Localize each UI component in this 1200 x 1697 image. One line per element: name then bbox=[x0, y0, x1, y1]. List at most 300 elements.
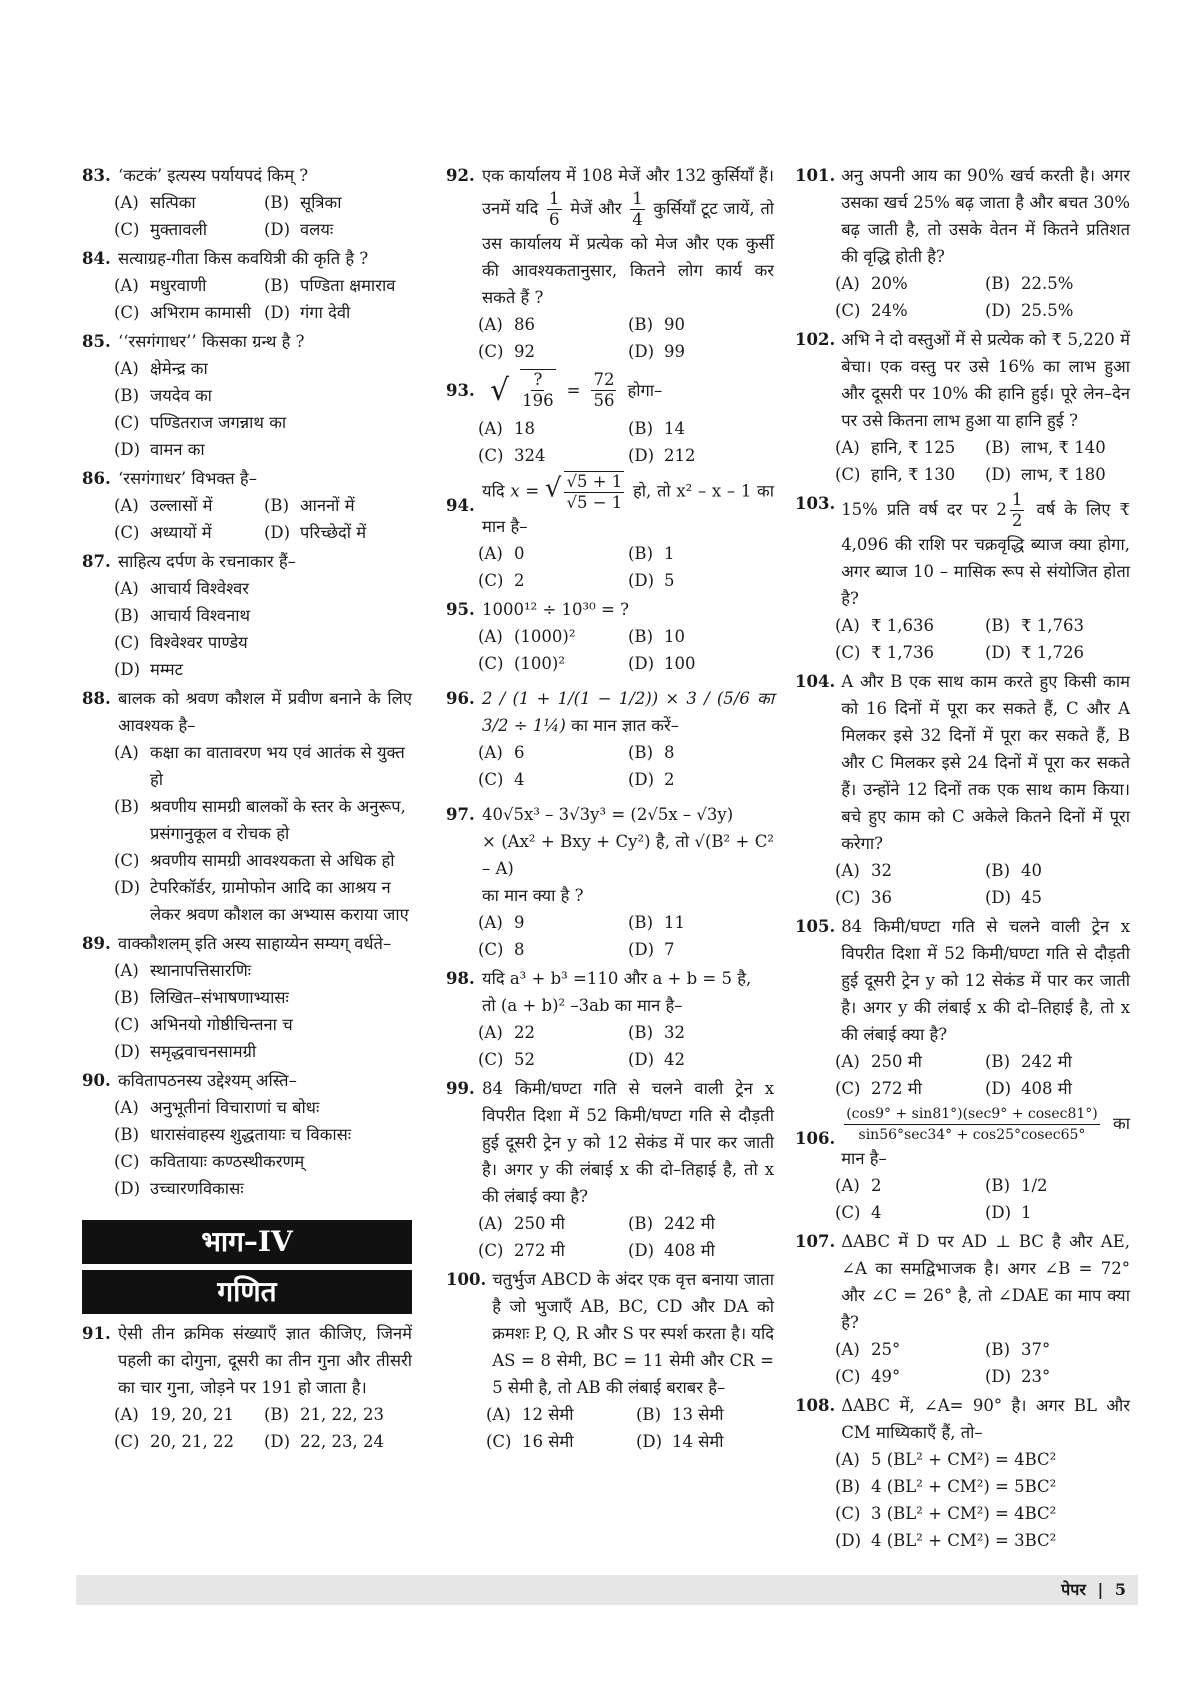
option-d[interactable] bbox=[985, 884, 1130, 911]
option-b[interactable] bbox=[628, 739, 774, 766]
option-b[interactable] bbox=[628, 909, 774, 936]
option-a[interactable] bbox=[835, 1446, 1130, 1473]
option-text: पण्डिता क्षमाराव bbox=[300, 276, 396, 295]
option-label: (C) bbox=[478, 342, 504, 361]
math-expression: × (Ax² + Bxy + Cy²) है, तो √(B² + C² – A) bbox=[482, 832, 774, 878]
option-text: कवितायाः कण्ठस्थीकरणम् bbox=[150, 1152, 305, 1171]
option-text: 408 मी bbox=[664, 1241, 715, 1260]
option-text: 250 मी bbox=[514, 1214, 565, 1233]
option-text: आननों में bbox=[300, 496, 355, 515]
option-d[interactable] bbox=[628, 936, 774, 963]
option-c[interactable] bbox=[114, 1148, 412, 1175]
option-text: ₹ 1,736 bbox=[871, 643, 934, 662]
options-101 bbox=[835, 270, 1130, 324]
option-a[interactable] bbox=[478, 1210, 628, 1237]
section-part-heading: भाग–IV bbox=[82, 1220, 412, 1264]
option-label: (C) bbox=[835, 465, 861, 484]
option-c[interactable] bbox=[835, 1075, 985, 1102]
option-b[interactable] bbox=[628, 1019, 774, 1046]
sqrt-icon: √ bbox=[490, 372, 510, 408]
option-text: धारासंवाहस्य शुद्धतायाः च विकासः bbox=[150, 1125, 352, 1144]
option-b[interactable] bbox=[985, 270, 1130, 297]
option-label: (B) bbox=[636, 1405, 661, 1424]
option-d[interactable] bbox=[985, 1199, 1130, 1226]
option-label: (A) bbox=[114, 961, 139, 980]
option-text: उच्चारणविकासः bbox=[150, 1179, 244, 1198]
option-a[interactable] bbox=[478, 540, 628, 567]
option-label: (D) bbox=[985, 1367, 1012, 1386]
option-label: (D) bbox=[985, 465, 1012, 484]
option-label: (A) bbox=[835, 1340, 860, 1359]
option-c[interactable] bbox=[835, 1199, 985, 1226]
option-a[interactable] bbox=[114, 575, 412, 602]
option-label: (A) bbox=[114, 579, 139, 598]
option-d[interactable] bbox=[628, 338, 774, 365]
option-label: (B) bbox=[628, 913, 653, 932]
option-c[interactable] bbox=[478, 1046, 628, 1073]
option-c[interactable] bbox=[114, 299, 264, 326]
option-c[interactable] bbox=[835, 461, 985, 488]
option-d[interactable] bbox=[636, 1428, 774, 1455]
option-label: (A) bbox=[478, 1214, 503, 1233]
footer-text bbox=[1061, 1575, 1126, 1605]
option-text: 5 bbox=[664, 571, 675, 590]
question-text: ‘कटकं’ इत्यस्य पर्यायपदं किम् ? bbox=[118, 166, 309, 185]
option-text: 52 bbox=[514, 1050, 535, 1069]
option-a[interactable] bbox=[835, 1336, 985, 1363]
option-a[interactable] bbox=[835, 1048, 985, 1075]
option-b[interactable] bbox=[114, 1121, 412, 1148]
question-101 bbox=[795, 162, 1130, 270]
option-label: (D) bbox=[835, 1531, 862, 1550]
option-b[interactable] bbox=[985, 857, 1130, 884]
options-88 bbox=[114, 739, 412, 928]
question-91 bbox=[82, 1320, 412, 1401]
question-text-part: मेजें और bbox=[570, 199, 622, 218]
option-a[interactable] bbox=[114, 739, 412, 793]
options-94 bbox=[478, 540, 774, 594]
option-b[interactable] bbox=[835, 1473, 1130, 1500]
option-b[interactable] bbox=[628, 311, 774, 338]
option-label: (B) bbox=[114, 386, 139, 405]
option-c[interactable] bbox=[835, 639, 985, 666]
question-text-part: यदि bbox=[482, 481, 505, 501]
option-label: (A) bbox=[835, 1176, 860, 1195]
options-107 bbox=[835, 1336, 1130, 1390]
option-c[interactable] bbox=[835, 297, 985, 324]
option-text: 22.5% bbox=[1021, 274, 1074, 293]
question-text-part: यदि a³ + b³ =110 और a + b = 5 है, bbox=[482, 969, 752, 988]
options-106 bbox=[835, 1172, 1130, 1226]
option-a[interactable] bbox=[835, 1172, 985, 1199]
fraction bbox=[564, 471, 624, 513]
option-c[interactable] bbox=[835, 884, 985, 911]
option-text: (100)² bbox=[514, 654, 565, 673]
question-99 bbox=[446, 1075, 774, 1210]
option-label: (D) bbox=[114, 440, 141, 459]
option-label: (B) bbox=[628, 1023, 653, 1042]
option-text: 22 bbox=[514, 1023, 535, 1042]
option-text: टेपरिकॉर्डर, ग्रामोफोन आदि का आश्रय न लेकर श्रवण कौशल का अभ्यास कराया जाए bbox=[150, 878, 409, 924]
options-86 bbox=[114, 492, 412, 546]
option-text: 2 bbox=[514, 571, 525, 590]
option-text: 32 bbox=[664, 1023, 685, 1042]
question-number: 99. bbox=[446, 1079, 475, 1098]
option-a[interactable] bbox=[114, 1094, 412, 1121]
option-a[interactable] bbox=[114, 492, 264, 519]
option-d[interactable] bbox=[628, 650, 774, 677]
option-d[interactable] bbox=[264, 299, 412, 326]
option-text: लाभ, ₹ 140 bbox=[1021, 438, 1106, 457]
variable: x = bbox=[510, 481, 540, 501]
option-label: (B) bbox=[264, 193, 289, 212]
option-text: श्रवणीय सामग्री बालकों के स्तर के अनुरूप, प्रसंगानुकूल व रोचक हो bbox=[150, 797, 406, 843]
option-d[interactable] bbox=[835, 1527, 1130, 1554]
option-c[interactable] bbox=[478, 650, 628, 677]
option-label: (D) bbox=[985, 301, 1012, 320]
option-label: (D) bbox=[985, 1079, 1012, 1098]
option-d[interactable] bbox=[985, 1363, 1130, 1390]
option-label: (D) bbox=[628, 1241, 655, 1260]
option-text: वलयः bbox=[300, 220, 334, 239]
option-text: 18 bbox=[514, 419, 535, 438]
option-text: ₹ 1,636 bbox=[871, 616, 934, 635]
option-text: मम्मट bbox=[150, 660, 183, 679]
fraction bbox=[1010, 490, 1025, 531]
option-c[interactable] bbox=[478, 338, 628, 365]
option-d[interactable] bbox=[628, 567, 774, 594]
option-d[interactable] bbox=[114, 874, 412, 928]
question-92 bbox=[446, 162, 774, 311]
options-99 bbox=[478, 1210, 774, 1264]
question-text: कवितापठनस्य उद्देश्यम् अस्ति– bbox=[118, 1071, 297, 1090]
option-text: 8 bbox=[514, 940, 525, 959]
option-label: (A) bbox=[478, 419, 503, 438]
option-a[interactable] bbox=[478, 739, 628, 766]
option-d[interactable] bbox=[264, 216, 412, 243]
question-number: 86. bbox=[82, 469, 111, 488]
question-84 bbox=[82, 245, 412, 272]
option-label: (C) bbox=[478, 571, 504, 590]
option-c[interactable] bbox=[114, 519, 264, 546]
option-label: (C) bbox=[835, 1367, 861, 1386]
options-89 bbox=[114, 957, 412, 1065]
option-label: (A) bbox=[835, 616, 860, 635]
option-a[interactable] bbox=[114, 957, 412, 984]
option-d[interactable] bbox=[628, 442, 774, 469]
options-96 bbox=[478, 739, 774, 793]
option-text: 23° bbox=[1021, 1367, 1051, 1386]
option-a[interactable] bbox=[835, 270, 985, 297]
option-label: (B) bbox=[628, 743, 653, 762]
option-c[interactable] bbox=[478, 936, 628, 963]
option-label: (C) bbox=[114, 1152, 140, 1171]
option-label: (B) bbox=[985, 861, 1010, 880]
option-c[interactable] bbox=[114, 409, 412, 436]
question-85 bbox=[82, 328, 412, 355]
option-label: (C) bbox=[114, 1015, 140, 1034]
question-text-part: वर्ष के लिए ₹ 4,096 की राशि पर चक्रवृद्धि ब्याज क्या होगा, अगर ब्याज 10 – मासिक रूप से संयोजित होता है? bbox=[841, 500, 1131, 608]
option-label: (B) bbox=[835, 1477, 860, 1496]
question-text bbox=[482, 162, 774, 311]
option-label: (B) bbox=[985, 616, 1010, 635]
option-label: (D) bbox=[628, 342, 655, 361]
option-label: (C) bbox=[114, 303, 140, 322]
option-b[interactable] bbox=[985, 1048, 1130, 1075]
option-d[interactable] bbox=[628, 1237, 774, 1264]
option-label: (D) bbox=[114, 1179, 141, 1198]
option-text: 0 bbox=[514, 544, 525, 563]
option-b[interactable] bbox=[114, 382, 412, 409]
option-b[interactable] bbox=[628, 1210, 774, 1237]
option-c[interactable] bbox=[114, 629, 412, 656]
numerator: 1 bbox=[549, 189, 560, 208]
option-label: (B) bbox=[985, 1340, 1010, 1359]
option-c[interactable] bbox=[114, 1011, 412, 1038]
column-3 bbox=[795, 160, 1130, 1554]
options-103 bbox=[835, 612, 1130, 666]
option-label: (A) bbox=[114, 193, 139, 212]
option-label: (B) bbox=[628, 419, 653, 438]
option-b[interactable] bbox=[264, 492, 412, 519]
question-number: 102. bbox=[795, 330, 836, 349]
option-b[interactable] bbox=[628, 623, 774, 650]
option-label: (C) bbox=[835, 888, 861, 907]
option-b[interactable] bbox=[985, 612, 1130, 639]
question-number: 88. bbox=[82, 689, 111, 708]
options-90 bbox=[114, 1094, 412, 1202]
option-text: 4 bbox=[514, 770, 525, 789]
option-d[interactable] bbox=[985, 639, 1130, 666]
section-subject-heading: गणित bbox=[82, 1270, 412, 1314]
option-text: 32 bbox=[871, 861, 892, 880]
column-1 bbox=[82, 160, 412, 1455]
option-label: (D) bbox=[264, 523, 291, 542]
option-label: (C) bbox=[835, 1203, 861, 1222]
option-b[interactable] bbox=[264, 1401, 412, 1428]
option-text: 20% bbox=[871, 274, 908, 293]
option-a[interactable] bbox=[835, 612, 985, 639]
option-a[interactable] bbox=[114, 189, 264, 216]
options-108 bbox=[835, 1446, 1130, 1554]
denominator: sin56°sec34° + cos25°cosec65° bbox=[858, 1127, 1086, 1143]
option-a[interactable] bbox=[486, 1401, 636, 1428]
option-text: 16 सेमी bbox=[522, 1432, 574, 1451]
question-text: ‘‘रसगंगाधर’’ किसका ग्रन्थ है ? bbox=[118, 332, 305, 351]
option-text: स्थानापत्तिसारणिः bbox=[150, 961, 252, 980]
option-label: (A) bbox=[478, 315, 503, 334]
option-label: (C) bbox=[835, 1504, 861, 1523]
option-label: (D) bbox=[628, 940, 655, 959]
fraction bbox=[547, 189, 562, 230]
option-b[interactable] bbox=[628, 415, 774, 442]
option-label: (C) bbox=[114, 851, 140, 870]
option-label: (C) bbox=[478, 770, 504, 789]
option-d[interactable] bbox=[628, 766, 774, 793]
option-b[interactable] bbox=[114, 602, 412, 629]
option-b[interactable] bbox=[636, 1401, 774, 1428]
option-b[interactable] bbox=[985, 434, 1130, 461]
question-106 bbox=[795, 1104, 1130, 1172]
option-text: 21, 22, 23 bbox=[300, 1405, 384, 1424]
question-107 bbox=[795, 1228, 1130, 1336]
option-b[interactable] bbox=[114, 793, 412, 847]
option-d[interactable] bbox=[114, 1175, 412, 1202]
question-88 bbox=[82, 685, 412, 739]
option-text: लाभ, ₹ 180 bbox=[1021, 465, 1106, 484]
option-text: 14 bbox=[664, 419, 685, 438]
option-label: (B) bbox=[985, 438, 1010, 457]
question-100 bbox=[446, 1266, 774, 1401]
option-text: 92 bbox=[514, 342, 535, 361]
question-text: ΔABC में D पर AD ⊥ BC है और AE, ∠A का समद्विभाजक है। अगर ∠B = 72° और ∠C = 26° है, तो ∠DAE का माप क्या है? bbox=[841, 1232, 1130, 1332]
question-number: 103. bbox=[795, 494, 836, 513]
option-d[interactable] bbox=[114, 1038, 412, 1065]
option-a[interactable] bbox=[478, 623, 628, 650]
option-a[interactable] bbox=[478, 909, 628, 936]
question-93 bbox=[446, 369, 774, 411]
question-number: 95. bbox=[446, 600, 475, 619]
option-text: सूत्रिका bbox=[300, 193, 342, 212]
option-label: (D) bbox=[628, 571, 655, 590]
option-d[interactable] bbox=[114, 436, 412, 463]
option-a[interactable] bbox=[478, 1019, 628, 1046]
question-97 bbox=[446, 801, 774, 909]
option-text: क्षेमेन्द्र का bbox=[150, 359, 208, 378]
option-c[interactable] bbox=[114, 847, 412, 874]
question-text-part: का मान क्या है ? bbox=[482, 886, 584, 905]
page-footer bbox=[76, 1575, 1138, 1605]
fraction bbox=[630, 189, 645, 230]
option-text: 2 bbox=[664, 770, 675, 789]
option-label: (D) bbox=[628, 770, 655, 789]
fraction bbox=[520, 369, 556, 411]
option-label: (D) bbox=[636, 1432, 663, 1451]
options-87 bbox=[114, 575, 412, 683]
question-number: 87. bbox=[82, 552, 111, 571]
option-c[interactable] bbox=[478, 1237, 628, 1264]
option-label: (C) bbox=[835, 1079, 861, 1098]
question-text bbox=[482, 965, 774, 1019]
option-label: (C) bbox=[478, 654, 504, 673]
fraction bbox=[844, 1104, 1100, 1145]
option-b[interactable] bbox=[985, 1336, 1130, 1363]
option-a[interactable] bbox=[478, 311, 628, 338]
math-expression: 40√5x³ – 3√3y³ = (2√5x – √3y) bbox=[482, 805, 734, 824]
option-a[interactable] bbox=[835, 434, 985, 461]
page-number: 5 bbox=[1114, 1580, 1126, 1599]
question-102 bbox=[795, 326, 1130, 434]
option-text: 212 bbox=[664, 446, 696, 465]
option-text: श्रवणीय सामग्री आवश्यकता से अधिक हो bbox=[150, 851, 395, 870]
option-text: हानि, ₹ 125 bbox=[871, 438, 956, 457]
question-90 bbox=[82, 1067, 412, 1094]
option-text: 37° bbox=[1021, 1340, 1051, 1359]
question-text: ‘रसगंगाधर’ विभक्त है– bbox=[118, 469, 257, 488]
option-text: जयदेव का bbox=[150, 386, 212, 405]
option-text: 9 bbox=[514, 913, 525, 932]
question-87 bbox=[82, 548, 412, 575]
option-label: (B) bbox=[264, 496, 289, 515]
question-text-part: का मान ज्ञात करें– bbox=[571, 716, 679, 735]
denominator: 4 bbox=[632, 210, 643, 229]
option-text: सत्पिका bbox=[150, 193, 196, 212]
option-text: हानि, ₹ 130 bbox=[871, 465, 956, 484]
option-b[interactable] bbox=[114, 984, 412, 1011]
option-d[interactable] bbox=[985, 1075, 1130, 1102]
option-d[interactable] bbox=[628, 1046, 774, 1073]
question-number: 84. bbox=[82, 249, 111, 268]
option-a[interactable] bbox=[114, 1401, 264, 1428]
option-text: आचार्य विश्वेश्वर bbox=[150, 579, 249, 598]
option-label: (B) bbox=[114, 988, 139, 1007]
option-c[interactable] bbox=[835, 1363, 985, 1390]
question-108 bbox=[795, 1392, 1130, 1446]
option-text: विश्वेश्वर पाण्डेय bbox=[150, 633, 248, 652]
question-text: ऐसी तीन क्रमिक संख्याएँ ज्ञात कीजिए, जिनमें पहली का दोगुना, दूसरी का तीन गुना और तीसरी का चार गुना, जोड़ने पर 191 हो जाता है। bbox=[118, 1324, 412, 1397]
option-label: (B) bbox=[628, 315, 653, 334]
option-c[interactable] bbox=[478, 567, 628, 594]
option-c[interactable] bbox=[478, 442, 628, 469]
option-text: (1000)² bbox=[514, 627, 576, 646]
option-text: पण्डितराज जगन्नाथ का bbox=[150, 413, 287, 432]
option-c[interactable] bbox=[486, 1428, 636, 1455]
option-b[interactable] bbox=[264, 189, 412, 216]
question-text: 1000¹² ÷ 10³⁰ = ? bbox=[482, 600, 629, 619]
option-label: (A) bbox=[114, 276, 139, 295]
denominator: 2 bbox=[1011, 511, 1023, 530]
option-c[interactable] bbox=[114, 1428, 264, 1455]
option-d[interactable] bbox=[264, 1428, 412, 1455]
option-d[interactable] bbox=[264, 519, 412, 546]
footer-label: पेपर bbox=[1061, 1580, 1086, 1599]
option-c[interactable] bbox=[478, 766, 628, 793]
question-text: ΔABC में, ∠A= 90° है। अगर BL और CM माध्यिकाएँ हैं, तो– bbox=[841, 1396, 1130, 1442]
options-97 bbox=[478, 909, 774, 963]
option-b[interactable] bbox=[264, 272, 412, 299]
question-number: 98. bbox=[446, 969, 475, 988]
option-d[interactable] bbox=[114, 656, 412, 683]
question-number: 108. bbox=[795, 1396, 836, 1415]
option-c[interactable] bbox=[835, 1500, 1130, 1527]
option-text: उल्लासों में bbox=[150, 496, 213, 515]
option-text: 13 सेमी bbox=[672, 1405, 724, 1424]
option-label: (D) bbox=[114, 878, 141, 897]
option-text: कक्षा का वातावरण भय एवं आतंक से युक्त हो bbox=[150, 743, 405, 789]
option-d[interactable] bbox=[985, 297, 1130, 324]
denominator: √5 − 1 bbox=[566, 493, 623, 512]
option-label: (D) bbox=[114, 1042, 141, 1061]
question-text: A और B एक साथ काम करते हुए किसी काम को 16 दिनों में पूरा कर सकते हैं, C और A मिलकर इसे 32 दिनों में पूरा कर सकते हैं, B और C मिलकर इसे 24 दिनों में पूरा कर सकते हैं। उन्होंने 12 दिनों तक एक साथ काम किया। बचे हुए काम को C अकेले कितने दिनों में पूरा करेगा? bbox=[841, 672, 1130, 853]
question-text: वाक्कौशलम् इति अस्य साहाय्येन सम्यग् वर्धते– bbox=[118, 934, 392, 953]
option-label: (A) bbox=[114, 1405, 139, 1424]
option-d[interactable] bbox=[985, 461, 1130, 488]
option-a[interactable] bbox=[114, 272, 264, 299]
option-a[interactable] bbox=[835, 857, 985, 884]
question-104 bbox=[795, 668, 1130, 857]
option-a[interactable] bbox=[114, 355, 412, 382]
option-label: (D) bbox=[985, 888, 1012, 907]
option-label: (A) bbox=[835, 1450, 860, 1469]
option-b[interactable] bbox=[628, 540, 774, 567]
question-text-part: कुर्सियाँ टूट जायें, तो उस कार्यालय में प्रत्येक को मेज और एक कुर्सी की आवश्यकतानुसार, कितने लोग कार्य कर सकते हैं ? bbox=[482, 199, 775, 307]
option-label: (A) bbox=[114, 496, 139, 515]
option-b[interactable] bbox=[985, 1172, 1130, 1199]
option-c[interactable] bbox=[114, 216, 264, 243]
question-text: चतुर्भुज ABCD के अंदर एक वृत्त बनाया जाता है जो भुजाएँ AB, BC, CD और DA को क्रमशः P, Q, R और S पर स्पर्श करता है। यदि AS = 8 सेमी, BC = 11 सेमी और CR = 5 सेमी है, तो AB की लंबाई बराबर है– bbox=[492, 1270, 774, 1397]
numerator: 72 bbox=[593, 369, 615, 389]
option-a[interactable] bbox=[478, 415, 628, 442]
